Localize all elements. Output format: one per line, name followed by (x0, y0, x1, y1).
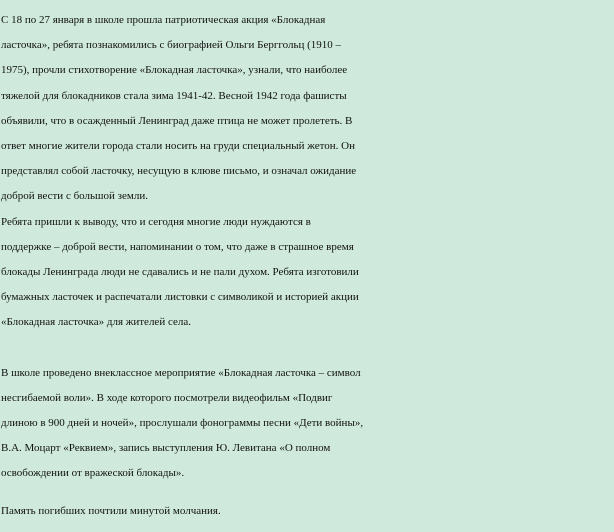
text-line: В школе проведено внеклассное мероприятие «Блокадная ласточка – символ (1, 366, 361, 379)
text-line: несгибаемой воли». В ходе которого посмотрели видеофильм «Подвиг (1, 391, 333, 404)
text-line: ласточка», ребята познакомились с биографией Ольги Берггольц (1910 – (1, 39, 342, 52)
text-line: представлял собой ласточку, несущую в клюве письмо, и означал ожидание (1, 165, 357, 178)
paragraph-conclusion (0, 210, 614, 336)
text-line: «Блокадная ласточка» для жителей села. (1, 316, 191, 329)
text-line: В.А. Моцарт «Реквием», запись выступления Ю. Левитана «О полном (1, 442, 331, 455)
paragraph-moment-of-silence (0, 499, 614, 524)
paragraph-event-description (0, 8, 614, 210)
text-line: Ребята пришли к выводу, что и сегодня многие люди нуждаются в (1, 215, 311, 228)
text-line: освобождении от вражеской блокады». (1, 467, 185, 480)
text-line: поддержке – доброй вести, напоминании о том, что даже в страшное время (1, 240, 354, 253)
text-line: доброй вести с большой земли. (1, 190, 148, 203)
paragraph-gap (0, 487, 614, 499)
text-line: бумажных ласточек и распечатали листовки с символикой и историей акции (1, 291, 359, 304)
text-line: С 18 по 27 января в школе прошла патриотическая акция «Блокадная (1, 14, 326, 26)
document-body (0, 8, 614, 524)
text-line: объявили, что в осажденный Ленинград даже птица не может пролететь. В (1, 114, 353, 127)
text-line: ответ многие жители города стали носить на груди специальный жетон. Он (1, 139, 355, 152)
text-line: 1975), прочли стихотворение «Блокадная ласточка», узнали, что наиболее (1, 64, 348, 77)
text-line: длиною в 900 дней и ночей», прослушали фонограммы песни «Дети войны», (1, 417, 364, 429)
paragraph-gap (0, 335, 614, 360)
text-line: Память погибших почтили минутой молчания. (1, 504, 221, 517)
text-line: тяжелой для блокадников стала зима 1941-42. Весной 1942 года фашисты (1, 89, 347, 102)
text-line: блокады Ленинграда люди не сдавались и не пали духом. Ребята изготовили (1, 265, 359, 278)
paragraph-school-event (0, 361, 614, 487)
